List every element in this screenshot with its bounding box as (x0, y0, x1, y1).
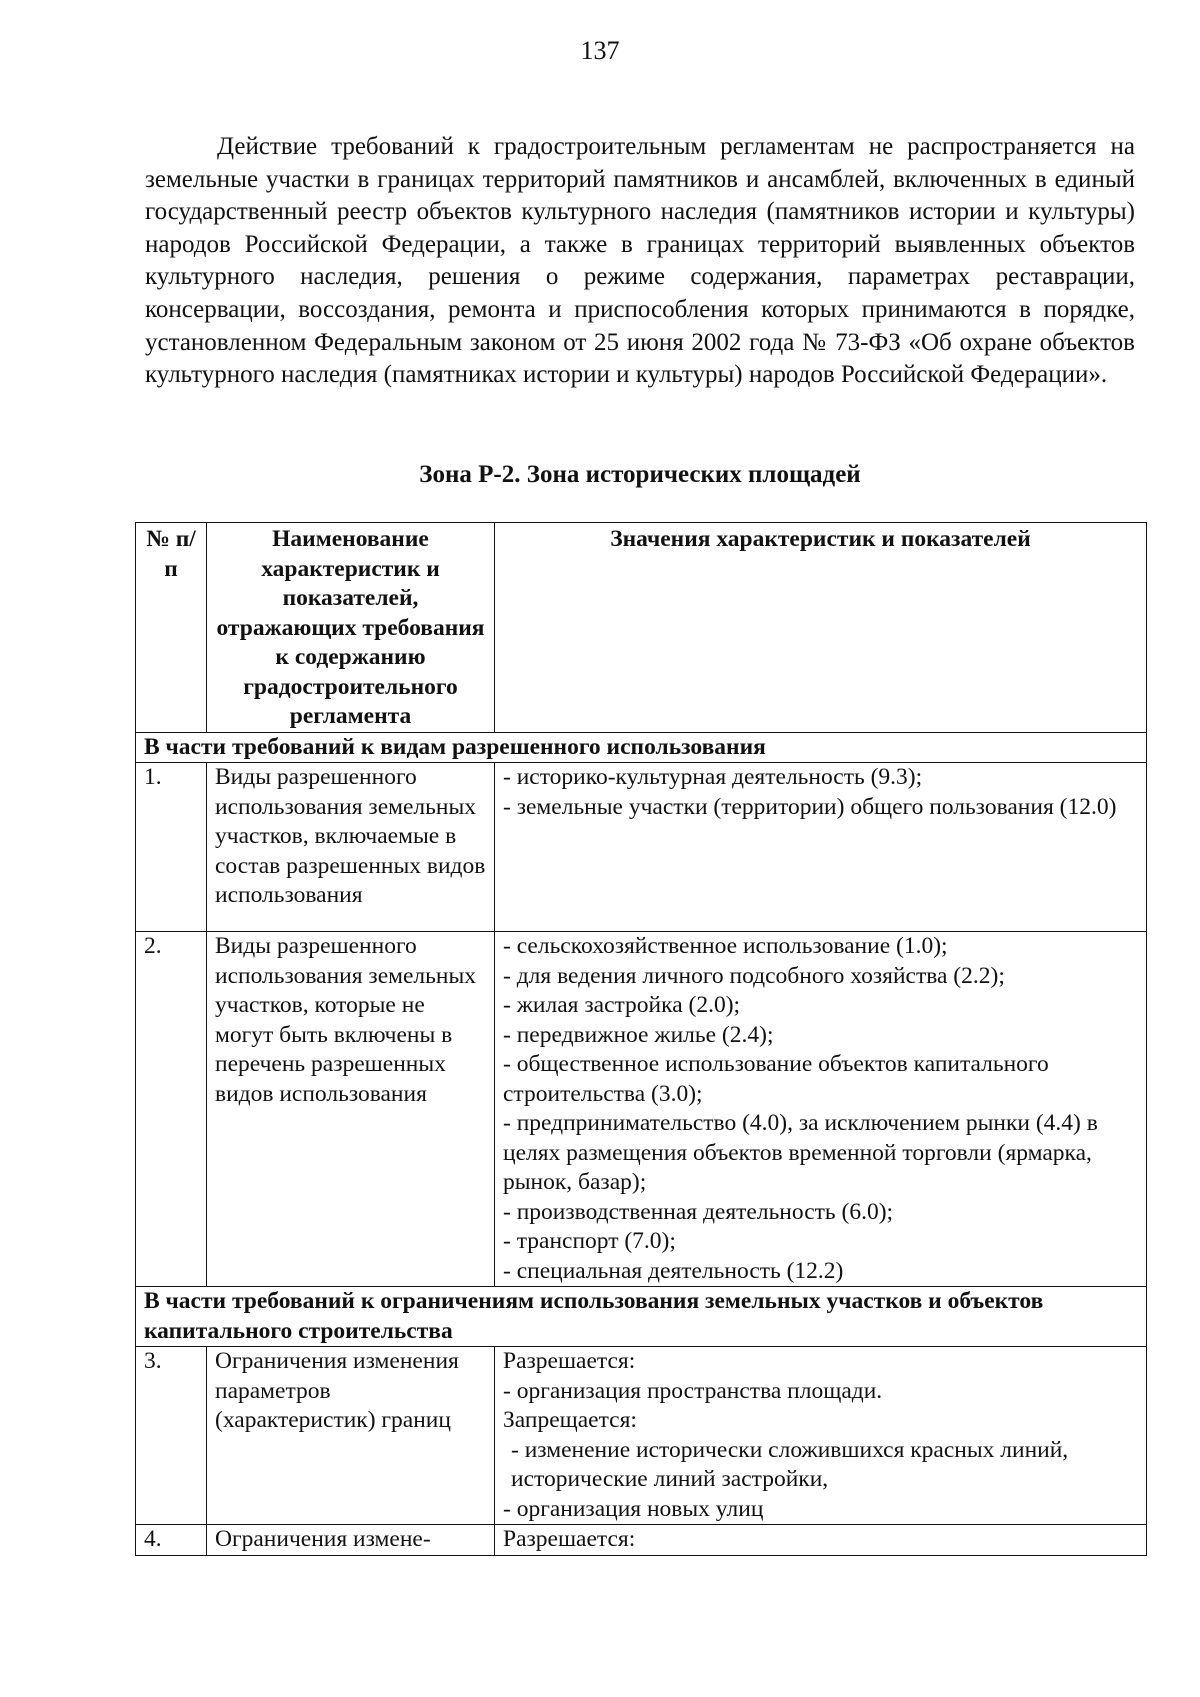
value-line: Запрещается: (503, 1407, 637, 1433)
value-line: - организация пространства площади. (503, 1377, 883, 1404)
section-title-2: В части требований к ограничениям использования земельных участков и объектов капитального строительства (136, 1287, 1147, 1347)
value-line: - передвижное жилье (2.4); (503, 1021, 774, 1048)
section-title-1: В части требований к видам разрешенного использования (136, 732, 1147, 763)
row-num: 1. (136, 763, 207, 932)
table-row (136, 932, 1147, 1287)
header-name: Наименование характеристик и показателей, отражающих требования к содержанию градостроительного регламента (207, 523, 495, 733)
row-values (495, 763, 1147, 932)
value-line: - производственная деятельность (6.0); (503, 1198, 894, 1225)
value-line: - изменение исторически сложившихся красных линий, исторические линий застройки, (511, 1436, 1069, 1492)
value-line: - общественное использование объектов капитального строительства (3.0); (503, 1051, 1049, 1107)
row-name: Виды разрешенного использования земельных участков, включаемые в состав разрешенных видов использования (207, 763, 495, 932)
value-line: - транспорт (7.0); (503, 1228, 676, 1254)
row-num: 2. (136, 932, 207, 1287)
value-line: Разрешается: (503, 1526, 636, 1552)
row-name: Ограничения измене- (207, 1525, 495, 1556)
row-values (495, 1525, 1147, 1556)
value-line: - организация новых улиц (503, 1495, 764, 1522)
regulation-table (135, 522, 1147, 1556)
section-row-1 (136, 732, 1147, 763)
row-values (495, 932, 1147, 1287)
value-line: - предпринимательство (4.0), за исключением рынки (4.4) в целях размещения объектов временной торговли (ярмарка, рынок, базар); (503, 1110, 1098, 1195)
intro-paragraph: Действие требований к градостроительным регламентам не распространяется на земельные участки в границах территорий памятников и ансамблей, включенных в единый государственный реестр объектов культурного наследия (памятников истории и культуры) народов Российской Федерации, а также в границах территорий выявленных объектов культурного наследия, решения о режиме содержания, параметрах реставрации, консервации, воссоздания, ремонта и приспособления которых принимаются в порядке, установленном Федеральным законом от 25 июня 2002 года № 73-ФЗ «Об охране объектов культурного наследия (памятниках истории и культуры) народов Российской Федерации». (145, 133, 1135, 389)
row-values (495, 1347, 1147, 1525)
header-num: № п/п (136, 523, 207, 733)
value-line: - историко-культурная деятельность (9.3); (503, 764, 923, 790)
row-name: Виды разрешенного использования земельных участков, которые не могут быть включены в перечень разрешенных видов использования (207, 932, 495, 1287)
value-line: - жилая застройка (2.0); (503, 992, 741, 1018)
zone-title: Зона Р-2. Зона исторических площадей (419, 461, 861, 488)
row-num: 3. (136, 1347, 207, 1525)
value-line: - земельные участки (территории) общего пользования (12.0) (503, 793, 1117, 820)
page-number: 137 (580, 36, 620, 65)
header-values: Значения характеристик и показателей (495, 523, 1147, 733)
value-line: - сельскохозяйственное использование (1.0); (503, 933, 948, 959)
table-row (136, 1525, 1147, 1556)
table-header-row (136, 523, 1147, 733)
value-line: - для ведения личного подсобного хозяйства (2.2); (503, 962, 1005, 989)
table-row (136, 763, 1147, 932)
section-row-2 (136, 1287, 1147, 1347)
table-row (136, 1347, 1147, 1525)
value-line: - специальная деятельность (12.2) (503, 1257, 844, 1284)
value-line: Разрешается: (503, 1348, 636, 1374)
row-num: 4. (136, 1525, 207, 1556)
row-name: Ограничения изменения параметров (характеристик) границ (207, 1347, 495, 1525)
